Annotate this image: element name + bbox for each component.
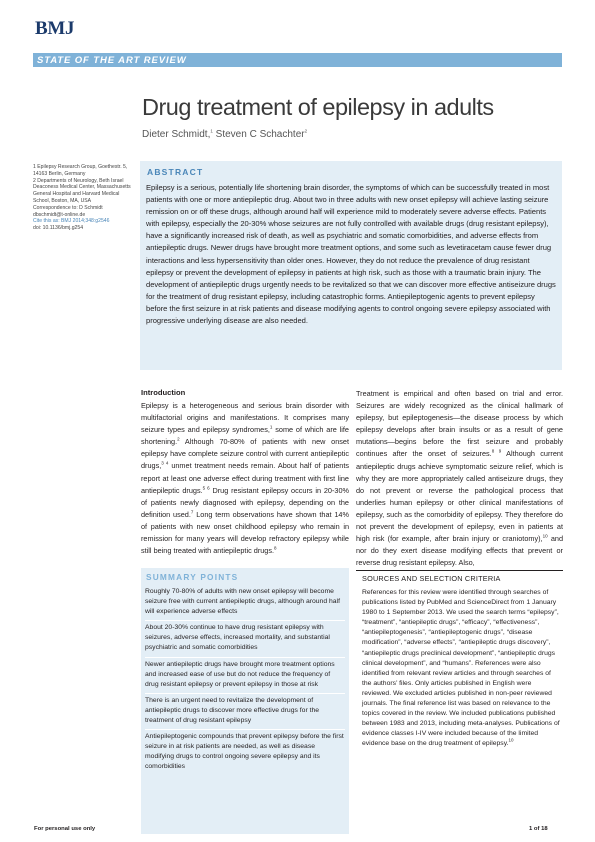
ref-sup: 3 4 xyxy=(161,461,169,467)
ref-sup: 10 xyxy=(542,533,548,539)
summary-point: Newer antiepileptic drugs have brought more treatment options and increased ease of use but do not reduce the frequency of drug resistant epilepsy or prevent epilepsy in those at risk xyxy=(145,658,345,694)
intro-text: Long term observations have shown that 14% of patients with new onset childhood epilepsy who remain in remission for many years will develop refractory epilepsy while still being treated with antiepileptic drugs. xyxy=(141,509,349,556)
ref-sup: 7 xyxy=(190,509,194,515)
abstract-heading: ABSTRACT xyxy=(147,167,204,177)
journal-logo: BMJ xyxy=(35,18,75,39)
author-2: Steven C Schachter xyxy=(212,129,305,140)
ref-sup: 1 xyxy=(269,424,273,430)
body-text: and nor do they exert disease modifying effects that prevent or reverse drug resistant epilepsy. Also, xyxy=(356,534,563,568)
footer-left: For personal use only xyxy=(34,826,96,832)
summary-heading: SUMMARY POINTS xyxy=(146,572,239,582)
ref-sup: 10 xyxy=(508,738,514,744)
affiliations-sidebar xyxy=(33,164,135,232)
introduction-heading: Introduction xyxy=(141,388,186,397)
intro-text: Epilepsy is a heterogeneous and serious brain disorder with multifactorial origins and manifestations. It comprises many seizure types and epilepsy syndromes, xyxy=(141,401,349,435)
summary-list xyxy=(145,585,345,776)
body-text: Although current antiepileptic drugs achieve symptomatic seizure relief, which is why they are more appropriately called antiseizure drugs, they do not prevent or reverse the pathological process that underlies human epilepsy or other clinical manifestations of epilepsy, such as the comorbidity of epilepsy. They therefore do not prevent the development of epilepsy, even in patients at high risk (for example, after brain injury or craniotomy), xyxy=(356,449,563,544)
author-1: Dieter Schmidt, xyxy=(142,129,211,140)
summary-point: About 20-30% continue to have drug resistant epilepsy with seizures, adverse effects, increased mortality, and substantial psychiatric and somatic comorbidities xyxy=(145,621,345,657)
author-2-affil: 2 xyxy=(304,128,308,134)
author-list xyxy=(142,129,307,140)
body-text: Treatment is empirical and often based on trial and error. Seizures are widely recognized as the clinical hallmark of epilepsy, but epileptogenesis—the disease process by which epilepsy develops after brain insults or as a result of gene mutations—begins before the first seizure and probably continues after the onset of seizures. xyxy=(356,389,563,459)
intro-text: Drug resistant epilepsy occurs in 20-30% of patients newly diagnosed with epilepsy, depending on the definition used. xyxy=(141,485,349,519)
affiliation-2: 2 Departments of Neurology, Beth Israel Deaconess Medical Center, Massachusetts General Hospital and Harvard Medical School, Boston, MA, USA xyxy=(33,177,131,204)
ref-sup: 5 6 xyxy=(202,485,210,491)
page-number: 1 of 18 xyxy=(529,826,548,832)
doi: doi: 10.1136/bmj.g254 xyxy=(33,225,84,232)
ref-sup: 8 xyxy=(274,545,277,551)
intro-text: unmet treatment needs remain. About half of patients report at least one adverse effect during treatment with first line antiepileptic drugs. xyxy=(141,461,350,495)
ref-sup: 8 9 xyxy=(491,449,502,455)
body-paragraph-right xyxy=(356,388,563,569)
citation: Cite this as: BMJ 2014;348:g2546 xyxy=(33,218,110,225)
sources-body: References for this review were identified through searches of publications listed by PubMed and ScienceDirect from 1 January 1980 to 1 September 2013. We used the search terms “epilepsy”, “treatment”, “antiepileptic drugs”, “efficacy”, “effectiveness”, “antiepileptogenesis”, “antiepileptogenic drugs”, “disease modification”, “adverse effects”, “antiepileptic drugs discovery”, “antiepileptic drugs preclinical development”, “antiepileptic drugs clinical development”, and “humans”. References were also identified from relevant review articles and through searches of the authors’ files. Only articles published in English were reviewed. We excluded articles published in non-peer reviewed journals. The final reference list was based on relevance to the topics covered in the review. We included publications published between 1983 and 2013, including meta-analyses. Publications of evidence classes I-IV were included because of the limited evidence base on the drug treatment of epilepsy. xyxy=(362,589,560,748)
ref-sup: 2 xyxy=(177,436,180,442)
abstract-text: Epilepsy is a serious, potentially life shortening brain disorder, the symptoms of which can be successfully treated in most patients with one or more antiepileptic drug. About two in three adults with new onset epilepsy will achieve lasting seizure remission on or off these drugs, although around half will experience mild to moderately severe adverse effects. Patients with epilepsy, especially the 20-30% whose seizures are not fully controlled with available drugs (drug resistant epilepsy), have a significantly increased risk of death, as well as psychiatric and somatic comorbidities, and adverse effects from antiepileptic drugs. Newer drugs have brought more treatment options, and some such as levetiracetam cause fewer drug interactions and less hypersensitivity than older ones. However, they do not reduce the prevalence of drug resistant epilepsy or prevent the development of epilepsy in patients at high risk, such as those with a traumatic brain injury. The development of antiepileptic drugs urgently needs to be revitalized so that we can discover more effective antiseizure drugs for the treatment of drug resistant epilepsy, including catastrophic forms. Antiepileptogenic agents to prevent epilepsy before the first seizure in at risk patients and disease modifying agents to control ongoing severe epilepsy associated with progressive underlying disease are also needed. xyxy=(146,183,556,326)
section-label: STATE OF THE ART REVIEW xyxy=(37,55,187,66)
sources-heading: SOURCES AND SELECTION CRITERIA xyxy=(362,574,501,583)
sources-text xyxy=(362,588,560,750)
introduction-paragraph xyxy=(141,400,349,557)
intro-text: Although 70-80% of patients with new onset epilepsy have complete seizure control with current antiepileptic drugs, xyxy=(141,437,349,471)
affiliation-1: 1 Epilepsy Research Group, Goethestr. 5, 14163 Berlin, Germany xyxy=(33,164,128,177)
summary-point: Antiepileptogenic compounds that prevent epilepsy before the first seizure in at risk patients are needed, as well as disease modifying drugs to control ongoing severe epilepsy and its comorbidities xyxy=(145,733,344,771)
article-title: Drug treatment of epilepsy in adults xyxy=(142,94,494,120)
summary-point: Roughly 70-80% of adults with new onset epilepsy will become seizure free with current antiepileptic drugs, although around half will experience adverse effects xyxy=(145,585,345,621)
author-1-affil: 1 xyxy=(210,128,213,134)
correspondence: Correspondence to: D Schmidt dbschmidt@t-online.de xyxy=(33,204,103,218)
intro-text: some of which are life shortening. xyxy=(141,425,349,447)
summary-point: There is an urgent need to revitalize the development of antiepileptic drugs to discover more effective drugs for the treatment of drug resistant epilepsy xyxy=(145,694,345,730)
